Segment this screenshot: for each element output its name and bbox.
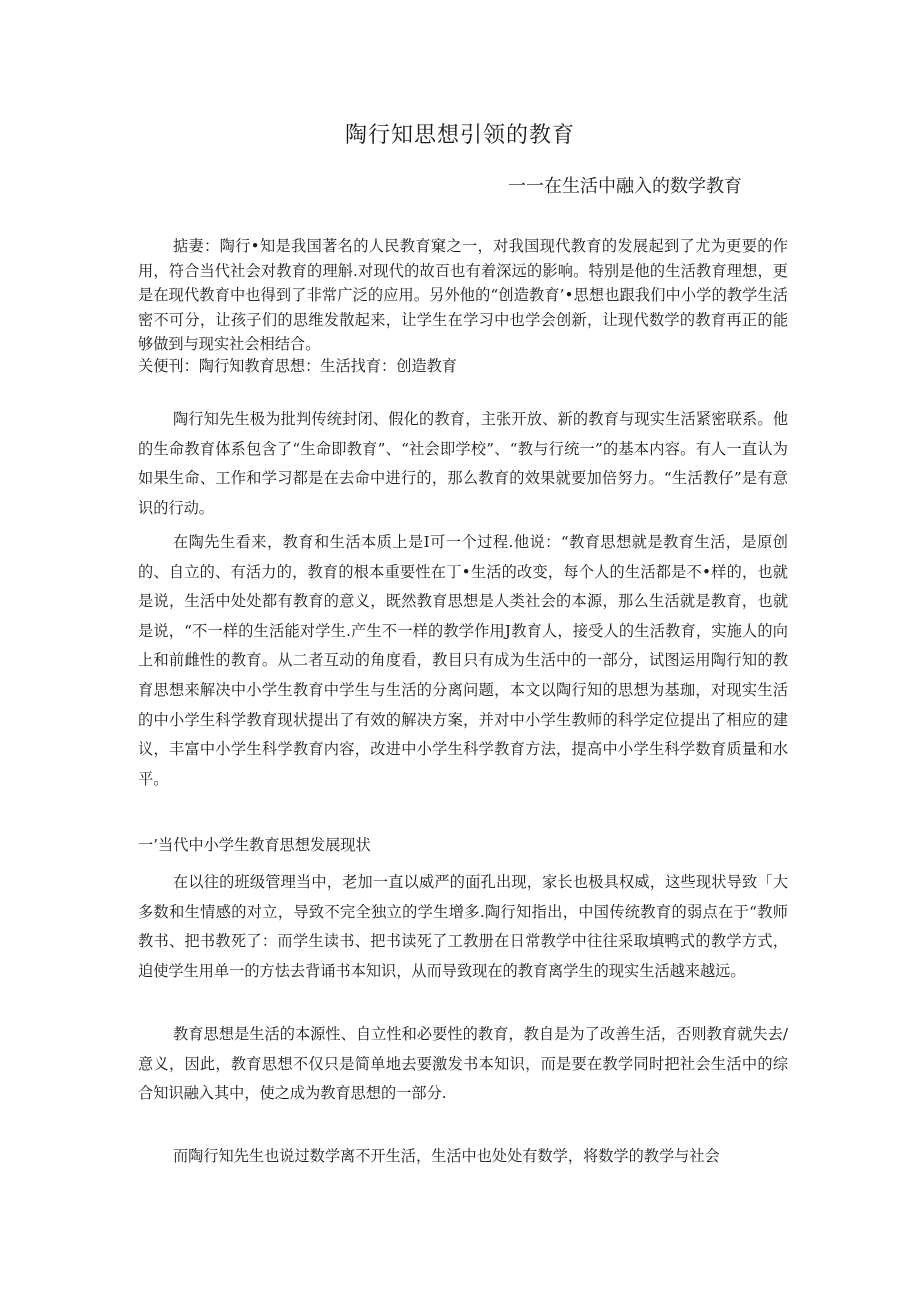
abstract-paragraph: 掂妻：陶行•知是我国著名的人民教育窠之一，对我国现代教育的发展起到了尤为更要的作用，符合当代社会对教育的理斛.对现代的故百也有着深远的影响。特别是他的生活教育理想，更是在现代教育中也得到了非常广泛的应用。另外他的“创造教育’•思想也跟我们中小学的教学生活密不可分，让孩子们的思维发散起来，让学生在学习中也学会创新，让现代数学的教育再正的能够做到与现实社会相结合。 [138,237,788,353]
document-subtitle: 一一在生活中融入的数学教育 [508,176,742,197]
body-paragraph-1: 陶行知先生极为批判传统封闭、假化的教育，主张开放、新的教育与现实生活紧密联系。他的生命教育体系包含了“生命即教育”、“社会即学校”、“教与行统一”的基本内容。有人一直认为如果生命、工作和学习都是在去命中进行的，那么教育的效果就要加倍努力。“生活教仔”是有意识的行动。 [138,410,788,517]
section-heading: 一’当代中小学生教育思想发展现状 [138,836,371,854]
section-paragraph-2: 教育思想是生活的本源性、自立性和必要性的教育，教自是为了改善生活，否则教育就失去/意义，因此，教育思想不仅只是简单地去要激发书本知识，而是要在教学同时把社会生活中的综合知识融入其中，使之成为教育思想的一部分. [138,1025,788,1103]
section-paragraph-1: 在以往的班级管理当中，老加一直以威严的面孔出现，家长也极具权威，这些现状导致「大多数和生情感的对立，导致不完全独立的学生增多.陶行知指出，中国传统教育的弱点在于“教师教书、把书教死了：而学生读书、把书读死了工教册在日常教学中往往采取填鸭式的教学方式，迫使学生用单一的方怯去背诵书本知识，从而导致现在的教育离学生的现实生活越来越远。 [138,873,788,980]
keywords-line: 关便刊：陶行知教育思想：生活找育：创造教育 [138,357,457,375]
document-title: 陶行知思想引领的教育 [344,123,575,148]
section-paragraph-3: 而陶行知先生也说过数学离不开生活，生活中也处处有数学，将数学的教学与社会 [172,1147,720,1165]
body-paragraph-2: 在陶先生看来，教育和生活本质上是I可一个过程.他说：“教育思想就是教育生活，是原创的、自立的、有活力的，教育的根本重要性在丁•生活的改变，每个人的生活都是不•样的，也就是说，生活中处处都有教育的意义，既然教育思想是人类社会的本源，那么生活就是教育，也就是说，“不一样的生活能对学生.产生不一样的教学作用J教育人，接受人的生活教育，实施人的向上和前雌性的教育。从二者互动的角度看，教目只有成为生活中的一部分，试图运用陶行知的教育思想来解决中小学生教育中学生与生活的分离问题，本文以陶行知的思想为基珈，对现实生活的中小学生科学教育现状提出了有效的解决方案，并对中小学生教师的科学定位提出了相应的建议，丰富中小学生科学教育内容，改进中小学生科学教育方法，提高中小学生科学数育质量和水平。 [138,533,788,788]
